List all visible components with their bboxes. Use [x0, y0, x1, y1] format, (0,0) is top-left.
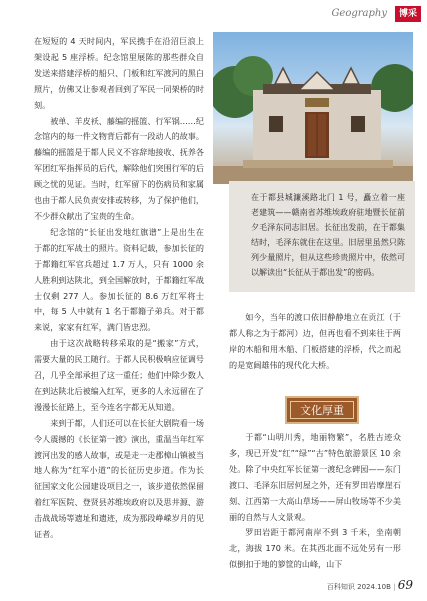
page-footer: 百科知识 2024.10B | 69: [326, 578, 413, 592]
section-badge: [285, 396, 359, 424]
photo-caption: [229, 181, 415, 292]
page-number: 69: [397, 578, 413, 592]
caption-text: 在于都县城濂溪路北门 1 号，矗立着一座老建筑——赣南省苏维埃政府驻地暨长征前夕毛泽东同志旧居。长征出发前，在于都集结时，毛泽东就住在这里。旧居里虽然只陈列少量照片，但从这些珍贵照片中，依然可以解读出“长征从于都出发”的密码。: [251, 193, 405, 277]
right-column-top: [229, 310, 401, 374]
page-header: [0, 0, 427, 30]
former-residence-photo: [213, 32, 413, 184]
paragraph: 由于这次战略转移采取的是“搬家”方式，需要大量的民工随行。于都人民积极响应征调号召，几乎全部承担了这一重任；他们中除少数人在到达陕北后被编入红军，更多的人永远留在了漫漫长征路上，至今连名字都无从知道。: [34, 338, 204, 412]
section-heading: [229, 396, 415, 424]
paragraph: 纪念馆的“长征出发地红旗谱”上是出生在于都的红军战士的照片。资料记载，参加长征的于都籍红军官兵超过 1.7 万人，只有 1000 余人胜利到达陕北，到全国解放时，于都籍红军战士仅剩 277 人。参加长征的 8.6 万红军将士中，每 5 人中就有 1 名于都籍子弟兵。对于都来说，家家有红军，满门皆忠烈。: [34, 226, 204, 333]
paragraph: 被单、羊皮袄、藤编的摇篮、行军锅……纪念馆内的每一件文物背后都有一段动人的故事。藤编的摇篮是于都人民义不容辞地接收、抚养各军团红军指挥员的后代，解除他们突围行军的后顾之忧的见证。当时，红军留下的伤病员和家属也由于都人民负责安排或转移，为了保护他们，不少群众献出了宝贵的生命。: [34, 115, 204, 221]
paragraph: 罗田岩距于都河南岸不到 3 千米，坐南朝北，海拔 170 米。在其西北面不远处另有一形似倒扣于地的箩筐的山峰，山下: [229, 527, 401, 570]
paragraph: 于都“山明川秀，地丽物繁”，名胜古迹众多，现已开发“红”“绿”“古”特色旅游景区 10 余处。除了中央红军长征第一渡纪念碑园——东门渡口、毛泽东旧居何屋之外，还有罗田岩摩崖石刻、江西第一大高山草场——屏山牧场等不少美丽的自然与人文景观。: [229, 432, 401, 522]
section-title: 文化厚重: [290, 401, 354, 419]
magazine-issue: 百科知识 2024.10B: [326, 583, 391, 591]
building-illustration: [213, 32, 413, 184]
left-column: [34, 34, 204, 543]
column-tag: 博采: [395, 6, 421, 22]
section-label: Geography: [331, 8, 387, 19]
paragraph: 如今，当年的渡口依旧静静地立在贡江（于都人称之为于都河）边，但再也看不到来往于两岸的木船和用木船、门板搭建的浮桥，代之而起的是宽阔雄伟的现代化大桥。: [229, 312, 401, 370]
paragraph: 来到于都，人们还可以在长征大剧院看一场令人震撼的《长征第一渡》演出，重温当年红军渡河出发的感人故事，或是走一走郡樟山镇被当地人称为“红军小道”的长征历史步道。作为长征国家文化公园建设项目之一，该步道依然保留着红军医院、登贤县苏维埃政府以及思井源、游击战战场等遗址和遗迹，成为那段峥嵘岁月的见证者。: [34, 417, 204, 540]
right-column-bottom: [229, 430, 401, 573]
paragraph: 在短短的 4 天时间内，军民携手在沿沼巨浪上架设起 5 座浮桥。纪念馆里展陈的那些群众自发送来搭建浮桥的船只、门板和红军渡河的黑白照片，仿佛又让参观者回到了军民一同架桥的时刻。: [34, 36, 204, 110]
